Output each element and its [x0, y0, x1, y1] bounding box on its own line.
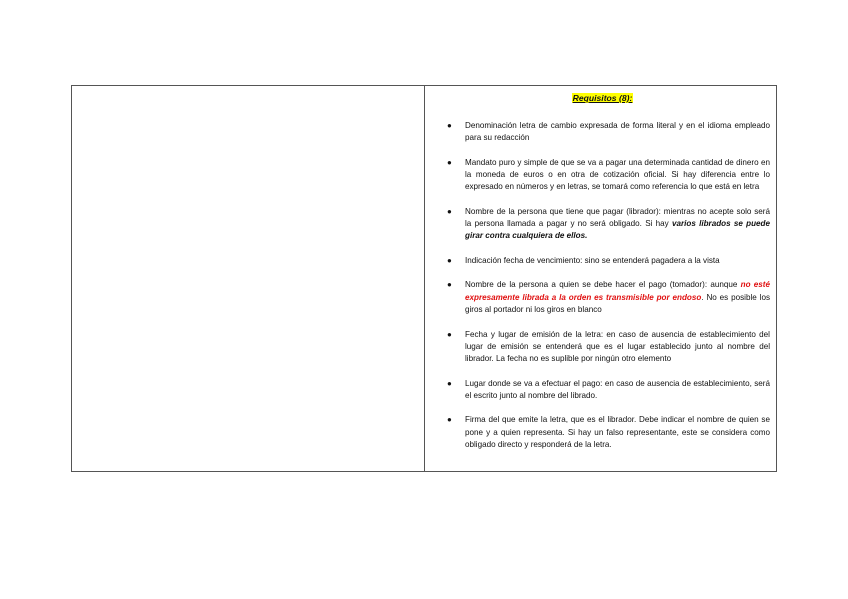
list-item: [447, 329, 770, 366]
list-item: [447, 255, 770, 267]
empty-left-cell: [72, 86, 425, 471]
list-item: [447, 206, 770, 243]
bullet-icon: ●: [447, 329, 452, 339]
requirement-text: Indicación fecha de vencimiento: sino se entenderá pagadera a la vista: [465, 255, 720, 265]
heading-wrap: [435, 88, 770, 106]
bullet-icon: ●: [447, 415, 452, 425]
requirement-text: Fecha y lugar de emisión de la letra: en caso de ausencia de establecimiento del lugar de emisión se entenderá que es el lugar establecido junto al nombre del librador. La fecha no es suplible por ningún otro elemento: [465, 329, 770, 364]
requirements-table: [71, 85, 777, 472]
list-item: [447, 414, 770, 451]
requirement-text: Mandato puro y simple de que se va a pagar una determinada cantidad de dinero en la moneda de euros o en otra de cotización oficial. Si hay diferencia entre lo expresado en números y en letras, se tomará como referencia lo que está en letra: [465, 157, 770, 192]
list-item: [447, 120, 770, 145]
requirement-text: Denominación letra de cambio expresada de forma literal y en el idioma empleado para su redacción: [465, 121, 770, 143]
requirement-text: Firma del que emite la letra, que es el librador. Debe indicar el nombre de quien se pone y a quien representa. Si hay un falso representante, este se considera como obligado directo y responderá de la letra.: [465, 415, 770, 449]
list-item: [447, 157, 770, 194]
requirement-text: Lugar donde se va a efectuar el pago: en caso de ausencia de establecimiento, será el escrito junto al nombre del librado.: [465, 378, 770, 400]
requirement-emphasis: varios librados se puede girar contra cualquiera de ellos.: [465, 219, 770, 241]
bullet-icon: ●: [447, 255, 452, 265]
list-item: [447, 378, 770, 403]
bullet-icon: ●: [447, 378, 452, 388]
requirement-text-after: . No es posible los giros al portador ni los giros en blanco: [465, 292, 770, 315]
requirement-text: Nombre de la persona a quien se debe hacer el pago (tomador): aunque: [465, 280, 741, 290]
list-item: [447, 279, 770, 316]
bullet-icon: ●: [447, 206, 452, 216]
requirements-list: [447, 120, 770, 451]
bullet-icon: ●: [447, 280, 452, 290]
requirement-red-emphasis: no esté expresamente librada a la orden es transmisible por endoso: [465, 280, 770, 302]
requirements-heading: Requisitos (8):: [572, 93, 633, 103]
bullet-icon: ●: [447, 121, 452, 130]
requirement-text: Nombre de la persona que tiene que pagar (librador): mientras no acepte solo será la persona llamada a pagar y no será obligado. Si hay: [465, 206, 770, 229]
bullet-icon: ●: [447, 157, 452, 167]
requirements-cell: [425, 86, 776, 471]
